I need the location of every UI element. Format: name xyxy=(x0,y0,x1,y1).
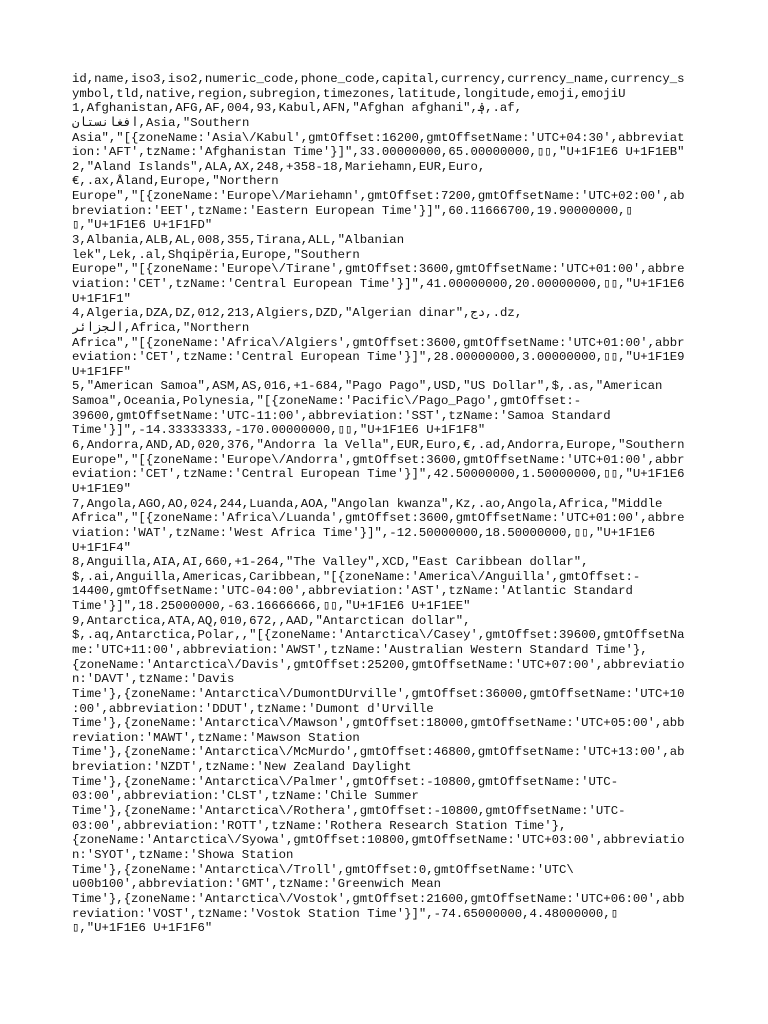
document-line: U+1F1FF" xyxy=(72,364,132,379)
document-line: 03:00',abbreviation:'CLST',tzName:'Chile Summer xyxy=(72,789,419,804)
document-line: 3,Albania,ALB,AL,008,355,Tirana,ALL,"Albanian xyxy=(72,233,405,248)
document-line: u00b100',abbreviation:'GMT',tzName:'Greenwich Mean xyxy=(72,877,441,892)
document-line: 14400,gmtOffsetName:'UTC-04:00',abbreviation:'AST',tzName:'Atlantic Standard xyxy=(72,584,633,599)
document-line: Samoa",Oceania,Polynesia,"[{zoneName:'Pacific\/Pago_Pago',gmtOffset:- xyxy=(72,394,582,409)
document-line: breviation:'EET',tzName:'Eastern European Time'}]",60.11666700,19.90000000,▯ xyxy=(72,203,633,218)
document-line: Europe","[{zoneName:'Europe\/Andorra',gmtOffset:3600,gmtOffsetName:'UTC+01:00',abbr xyxy=(72,452,685,467)
document-line: viation:'CET',tzName:'Central European Time'}]",41.00000000,20.00000000,▯▯,"U+1F1E6 xyxy=(72,276,685,291)
document-line: :00',abbreviation:'DDUT',tzName:'Dumont d'Urville xyxy=(72,701,434,716)
document-line: n:'DAVT',tzName:'Davis xyxy=(72,672,235,687)
document-line: 9,Antarctica,ATA,AQ,010,672,,AAD,"Antarctican dollar", xyxy=(72,613,471,628)
document-line: 5,"American Samoa",ASM,AS,016,+1-684,"Pago Pago",USD,"US Dollar",$,.as,"American xyxy=(72,379,663,394)
document-line: 4,Algeria,DZA,DZ,012,213,Algiers,DZD,"Algerian dinar",دج,.dz, xyxy=(72,306,523,321)
document-line: eviation:'CET',tzName:'Central European Time'}]",42.50000000,1.50000000,▯▯,"U+1F1E6 xyxy=(72,467,685,482)
document-line: Time'},{zoneName:'Antarctica\/Palmer',gmtOffset:-10800,gmtOffsetName:'UTC- xyxy=(72,774,619,789)
document-line: ion:'AFT',tzName:'Afghanistan Time'}]",33.00000000,65.00000000,▯▯,"U+1F1E6 U+1F1EB" xyxy=(72,145,685,160)
document-line: ▯,"U+1F1E6 U+1F1FD" xyxy=(72,218,213,233)
document-line: Africa","[{zoneName:'Africa\/Luanda',gmtOffset:3600,gmtOffsetName:'UTC+01:00',abbre xyxy=(72,511,685,526)
document-line: €,.ax,Åland,Europe,"Northern xyxy=(72,174,279,189)
document-line: Time'},{zoneName:'Antarctica\/Mawson',gmtOffset:18000,gmtOffsetName:'UTC+05:00',abb xyxy=(72,716,685,731)
document-line: $,.ai,Anguilla,Americas,Caribbean,"[{zoneName:'America\/Anguilla',gmtOffset:- xyxy=(72,569,641,584)
document-line: {zoneName:'Antarctica\/Davis',gmtOffset:25200,gmtOffsetName:'UTC+07:00',abbreviatio xyxy=(72,657,685,672)
document-line: U+1F1F4" xyxy=(72,540,132,555)
document-line: Europe","[{zoneName:'Europe\/Tirane',gmtOffset:3600,gmtOffsetName:'UTC+01:00',abbre xyxy=(72,262,685,277)
document-line: eviation:'CET',tzName:'Central European Time'}]",28.00000000,3.00000000,▯▯,"U+1F1E9 xyxy=(72,350,685,365)
document-line: Time'},{zoneName:'Antarctica\/Troll',gmtOffset:0,gmtOffsetName:'UTC\ xyxy=(72,862,574,877)
document-line: Europe","[{zoneName:'Europe\/Mariehamn',gmtOffset:7200,gmtOffsetName:'UTC+02:00',ab xyxy=(72,189,685,204)
document-line: Asia","[{zoneName:'Asia\/Kabul',gmtOffset:16200,gmtOffsetName:'UTC+04:30',abbreviat xyxy=(72,130,685,145)
document-line: reviation:'MAWT',tzName:'Mawson Station xyxy=(72,730,360,745)
document-text xyxy=(72,72,712,936)
document-line: viation:'WAT',tzName:'West Africa Time'}]",-12.50000000,18.50000000,▯▯,"U+1F1E6 xyxy=(72,525,656,540)
document-line: {zoneName:'Antarctica\/Syowa',gmtOffset:10800,gmtOffsetName:'UTC+03:00',abbreviatio xyxy=(72,833,685,848)
document-line: الجزائر,Africa,"Northern xyxy=(72,320,250,335)
document-line: افغانستان,Asia,"Southern xyxy=(72,115,250,130)
document-line: Time'},{zoneName:'Antarctica\/DumontDUrville',gmtOffset:36000,gmtOffsetName:'UTC+10 xyxy=(72,686,685,701)
document-line: Time'}]",18.25000000,-63.16666666,▯▯,"U+1F1E6 U+1F1EE" xyxy=(72,599,471,614)
document-line: 8,Anguilla,AIA,AI,660,+1-264,"The Valley",XCD,"East Caribbean dollar", xyxy=(72,555,589,570)
document-line: 1,Afghanistan,AFG,AF,004,93,Kabul,AFN,"Afghan afghani",؋,.af, xyxy=(72,101,522,116)
document-line: 03:00',abbreviation:'ROTT',tzName:'Rothera Research Station Time'}, xyxy=(72,818,567,833)
document-line: Africa","[{zoneName:'Africa\/Algiers',gmtOffset:3600,gmtOffsetName:'UTC+01:00',abbr xyxy=(72,335,685,350)
document-line: lek",Lek,.al,Shqipëria,Europe,"Southern xyxy=(72,247,360,262)
document-line: U+1F1F1" xyxy=(72,291,132,306)
document-line: id,name,iso3,iso2,numeric_code,phone_code,capital,currency,currency_name,currency_s xyxy=(72,72,685,86)
document-line: Time'},{zoneName:'Antarctica\/Vostok',gmtOffset:21600,gmtOffsetName:'UTC+06:00',abb xyxy=(72,891,685,906)
document-line: 39600,gmtOffsetName:'UTC-11:00',abbreviation:'SST',tzName:'Samoa Standard xyxy=(72,408,611,423)
document-line: n:'SYOT',tzName:'Showa Station xyxy=(72,847,294,862)
document-line: breviation:'NZDT',tzName:'New Zealand Daylight xyxy=(72,760,412,775)
document-line: ▯,"U+1F1E6 U+1F1F6" xyxy=(72,921,213,936)
document-line: Time'},{zoneName:'Antarctica\/Rothera',gmtOffset:-10800,gmtOffsetName:'UTC- xyxy=(72,804,626,819)
document-line: U+1F1E9" xyxy=(72,481,132,496)
document-line: reviation:'VOST',tzName:'Vostok Station Time'}]",-74.65000000,4.48000000,▯ xyxy=(72,906,619,921)
document-line: $,.aq,Antarctica,Polar,,"[{zoneName:'Antarctica\/Casey',gmtOffset:39600,gmtOffsetNa xyxy=(72,628,685,643)
document-line: Time'}]",-14.33333333,-170.00000000,▯▯,"U+1F1E6 U+1F1F8" xyxy=(72,423,486,438)
document-line: 7,Angola,AGO,AO,024,244,Luanda,AOA,"Angolan kwanza",Kz,.ao,Angola,Africa,"Middle xyxy=(72,496,663,511)
document-line: ymbol,tld,native,region,subregion,timezones,latitude,longitude,emoji,emojiU xyxy=(72,86,626,101)
document-line: Time'},{zoneName:'Antarctica\/McMurdo',gmtOffset:46800,gmtOffsetName:'UTC+13:00',ab xyxy=(72,745,685,760)
document-line: me:'UTC+11:00',abbreviation:'AWST',tzName:'Australian Western Standard Time'}, xyxy=(72,642,648,657)
document-line: 6,Andorra,AND,AD,020,376,"Andorra la Vella",EUR,Euro,€,.ad,Andorra,Europe,"Southern xyxy=(72,438,685,453)
document-line: 2,"Aland Islands",ALA,AX,248,+358-18,Mariehamn,EUR,Euro, xyxy=(72,159,486,174)
